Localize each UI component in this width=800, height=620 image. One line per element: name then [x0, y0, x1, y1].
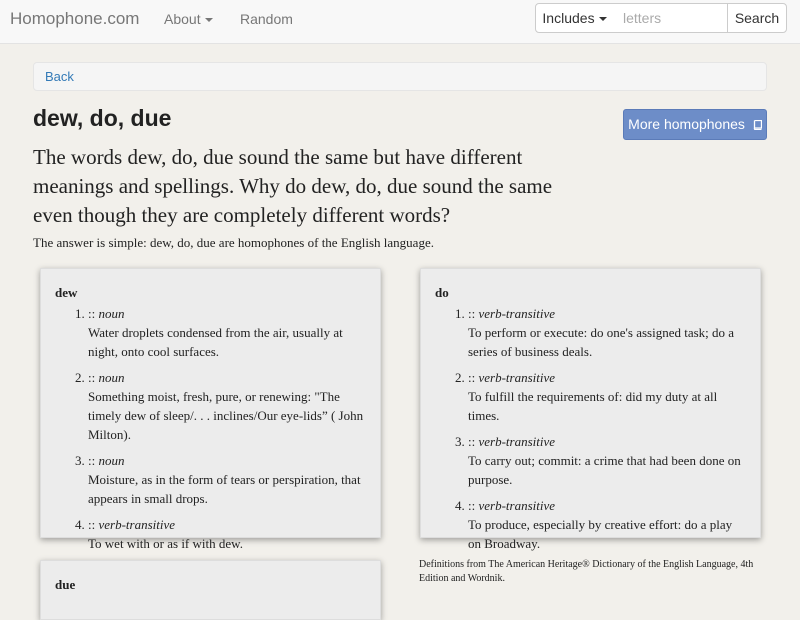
part-of-speech: noun	[98, 370, 125, 385]
about-label: About	[164, 11, 201, 27]
pos-prefix: ::	[88, 517, 99, 532]
definition-text: Water droplets condensed from the air, usually at night, onto cool surfaces.	[88, 325, 343, 359]
pos-prefix: ::	[468, 370, 479, 385]
part-of-speech: verb-transitive	[478, 434, 556, 449]
card-word: due	[55, 577, 76, 592]
book-icon	[753, 120, 762, 130]
includes-label: Includes	[542, 10, 595, 26]
breadcrumb	[33, 62, 767, 91]
answer-text: The answer is simple: dew, do, due are homophones of the English language.	[33, 235, 434, 250]
pos-prefix: ::	[468, 498, 479, 513]
definition-text: To produce, especially by creative effort: do a play on Broadway.	[468, 517, 733, 551]
search-input[interactable]	[613, 3, 728, 33]
definition-text: To wet with or as if with dew.	[88, 536, 243, 551]
random-link[interactable]: Random	[240, 11, 293, 27]
navbar	[0, 0, 800, 44]
definition-text: To fulfill the requirements of: did my duty at all times.	[468, 389, 718, 423]
definition-card-due	[40, 560, 381, 620]
definition-item	[88, 304, 366, 361]
definition-item	[88, 451, 366, 508]
definition-text: Something moist, fresh, pure, or renewing: "The timely dew of sleep/. . . inclines/Our eye-lids” ( John Milton).	[88, 389, 364, 442]
definition-text: To perform or execute: do one's assigned task; do a series of business deals.	[468, 325, 735, 359]
caret-down-icon	[599, 17, 607, 21]
definition-item	[468, 496, 746, 553]
definition-list	[435, 304, 746, 553]
part-of-speech: noun	[98, 453, 125, 468]
caret-down-icon	[205, 18, 213, 22]
definition-item	[468, 368, 746, 425]
definition-list	[55, 304, 366, 553]
definition-text: Moisture, as in the form of tears or perspiration, that appears in small drops.	[88, 472, 361, 506]
part-of-speech: verb-transitive	[478, 498, 556, 513]
definition-text: To carry out; commit: a crime that had been done on purpose.	[468, 453, 741, 487]
pos-prefix: ::	[468, 434, 479, 449]
pos-prefix: ::	[88, 453, 99, 468]
page-title: dew, do, due	[33, 105, 172, 131]
definition-item	[468, 304, 746, 361]
pos-prefix: ::	[88, 306, 99, 321]
part-of-speech: verb-transitive	[478, 370, 556, 385]
search-button[interactable]: Search	[727, 3, 787, 33]
lead-paragraph: The words dew, do, due sound the same but have different meanings and spellings. Why do dew, do, due sound the same even though they are completely different words?	[33, 145, 553, 227]
more-homophones-label: More homophones	[628, 116, 745, 132]
definition-card-dew	[40, 268, 381, 551]
card-word: do	[435, 285, 449, 300]
part-of-speech: verb-transitive	[98, 517, 176, 532]
card-word: dew	[55, 285, 78, 300]
definition-item	[468, 432, 746, 489]
pos-prefix: ::	[468, 306, 479, 321]
part-of-speech: verb-transitive	[478, 306, 556, 321]
about-dropdown[interactable]	[164, 11, 213, 27]
definition-item	[88, 368, 366, 444]
definitions-credit: Definitions from The American Heritage® Dictionary of the English Language, 4th Edition and Wordnik.	[419, 559, 754, 584]
includes-dropdown-button[interactable]	[535, 3, 614, 33]
pos-prefix: ::	[88, 370, 99, 385]
brand-link[interactable]: Homophone.com	[10, 9, 140, 28]
definition-card-do	[420, 268, 761, 551]
definition-item	[88, 515, 366, 553]
back-link[interactable]: Back	[45, 69, 74, 84]
part-of-speech: noun	[98, 306, 125, 321]
more-homophones-button[interactable]	[623, 109, 767, 140]
